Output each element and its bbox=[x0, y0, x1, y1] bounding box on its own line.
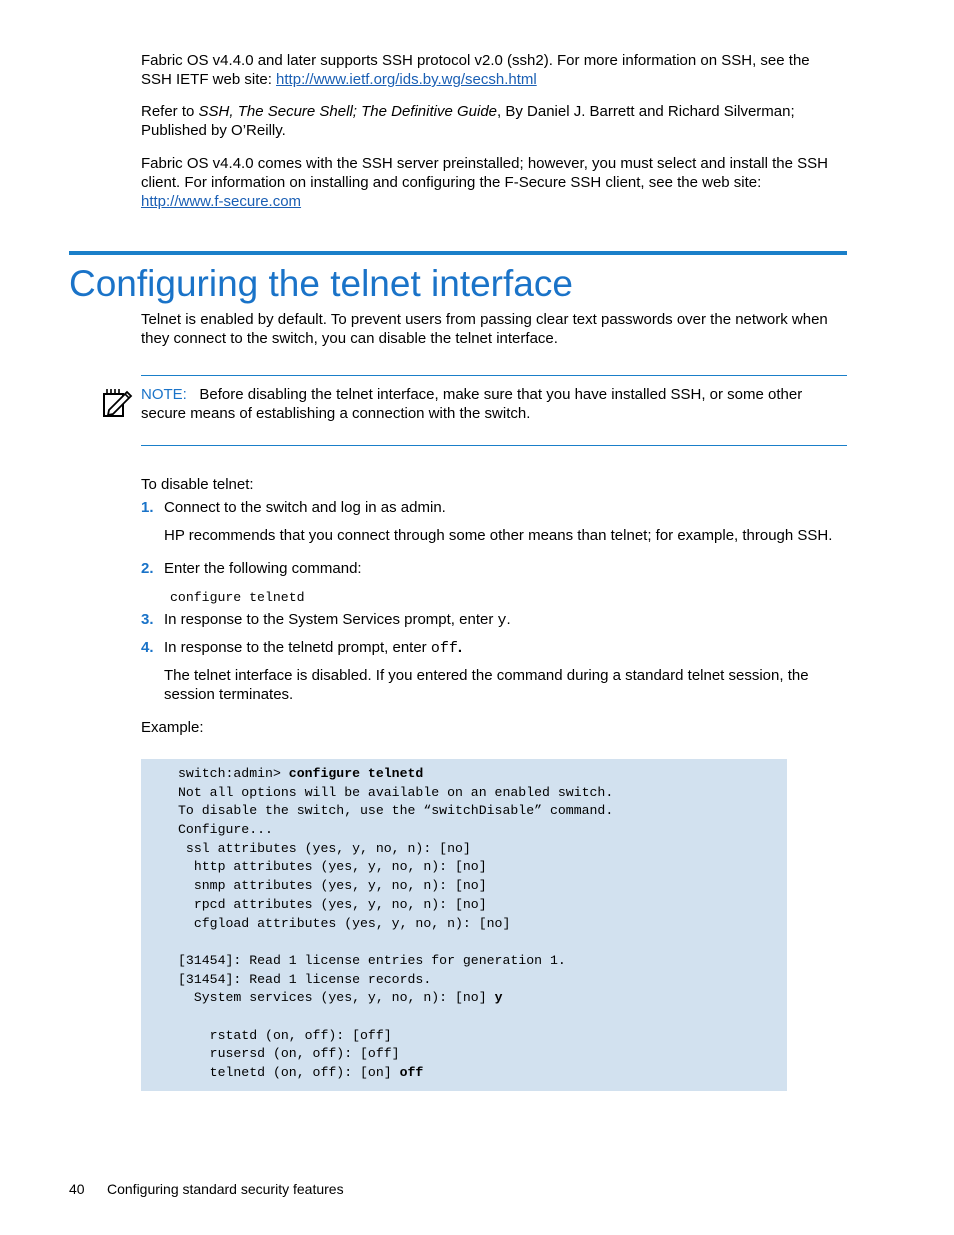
step-2-number: 2. bbox=[141, 560, 154, 577]
ietf-secsh-link[interactable]: http://www.ietf.org/ids.by.wg/secsh.html bbox=[276, 71, 537, 88]
code-line bbox=[178, 858, 613, 877]
reference-suffix: , By Daniel J. Barrett and Richard Silverman; Published by O’Reilly. bbox=[141, 103, 795, 139]
code-line-text: telnetd (on, off): [on] bbox=[178, 1065, 400, 1080]
code-line bbox=[178, 765, 613, 784]
step-4-text-before: In response to the telnetd prompt, enter bbox=[164, 639, 431, 656]
code-line-text: [31454]: Read 1 license entries for generation 1. bbox=[178, 952, 566, 968]
step-3-text bbox=[164, 610, 511, 630]
code-example-box bbox=[141, 759, 787, 1091]
reference-prefix: Refer to bbox=[141, 103, 199, 120]
step-2-command: configure telnetd bbox=[170, 590, 305, 605]
step-4-number: 4. bbox=[141, 639, 154, 656]
code-line-text: switch:admin> bbox=[178, 766, 289, 781]
example-label: Example: bbox=[141, 719, 204, 736]
step-1-text: Connect to the switch and log in as admin. bbox=[164, 499, 446, 516]
code-line bbox=[178, 915, 613, 934]
step-3-code: y bbox=[497, 612, 507, 629]
note-label: NOTE: bbox=[141, 386, 187, 403]
code-line-text: Not all options will be available on an enabled switch. bbox=[178, 784, 614, 800]
code-line bbox=[178, 1008, 613, 1027]
code-line bbox=[178, 877, 613, 896]
code-line bbox=[178, 840, 613, 859]
code-line-text: cfgload attributes (yes, y, no, n): [no] bbox=[178, 915, 511, 931]
note-text: Before disabling the telnet interface, make sure that you have installed SSH, or some other secure means of establishing a connection with the switch. bbox=[141, 386, 803, 422]
code-line bbox=[178, 784, 613, 803]
code-line bbox=[178, 1027, 613, 1046]
code-line bbox=[178, 971, 613, 990]
code-line bbox=[178, 952, 613, 971]
code-line-user-input: configure telnetd bbox=[288, 766, 424, 781]
step-1-detail: HP recommends that you connect through some other means than telnet; for example, through SSH. bbox=[164, 527, 833, 544]
section-rule bbox=[69, 251, 847, 255]
step-1-number: 1. bbox=[141, 499, 154, 516]
code-line bbox=[178, 933, 613, 952]
code-line-text: http attributes (yes, y, no, n): [no] bbox=[178, 859, 487, 875]
code-line bbox=[178, 1064, 613, 1083]
intro-ssh-text: Fabric OS v4.4.0 and later supports SSH protocol v2.0 (ssh2). For more information on SSH, see the SSH IETF web site: bbox=[141, 52, 810, 88]
code-line-text: rpcd attributes (yes, y, no, n): [no] bbox=[178, 896, 487, 912]
code-example-text bbox=[178, 765, 613, 1083]
section-body: Telnet is enabled by default. To prevent users from passing clear text passwords over the network when they connect to the switch, you can disable the telnet interface. bbox=[141, 311, 828, 347]
step-3-text-after: . bbox=[506, 611, 511, 628]
code-line-text: rstatd (on, off): [off] bbox=[178, 1027, 392, 1043]
note-bottom-rule bbox=[141, 445, 847, 446]
note-paragraph bbox=[141, 385, 821, 423]
section-title: Configuring the telnet interface bbox=[69, 263, 573, 304]
note-pencil-icon bbox=[101, 386, 133, 418]
step-3-number: 3. bbox=[141, 611, 154, 628]
note-top-rule bbox=[141, 375, 847, 376]
code-line-text: ssl attributes (yes, y, no, n): [no] bbox=[178, 840, 471, 856]
step-4-detail: The telnet interface is disabled. If you entered the command during a standard telnet session, the session terminates. bbox=[164, 667, 809, 703]
code-line bbox=[178, 896, 613, 915]
intro-paragraph-reference bbox=[141, 102, 831, 140]
code-line bbox=[178, 1045, 613, 1064]
code-line-text: rusersd (on, off): [off] bbox=[178, 1046, 400, 1062]
code-line-text: [31454]: Read 1 license records. bbox=[178, 971, 432, 987]
footer-page-number: 40 bbox=[69, 1181, 85, 1197]
code-line bbox=[178, 989, 613, 1008]
step-4-text-after: . bbox=[457, 639, 463, 656]
step-4-text bbox=[164, 638, 462, 658]
code-line-user-input: y bbox=[494, 990, 503, 1006]
code-line-text: Configure... bbox=[178, 822, 273, 838]
reference-book-title: SSH, The Secure Shell; The Definitive Guide bbox=[198, 103, 498, 120]
intro-paragraph-fsecure bbox=[141, 154, 831, 211]
intro-paragraph-ssh bbox=[141, 51, 831, 89]
step-4-code: off bbox=[430, 640, 458, 657]
step-3-text-before: In response to the System Services prompt, enter bbox=[164, 611, 498, 628]
step-2-text: Enter the following command: bbox=[164, 560, 362, 577]
code-line-text: snmp attributes (yes, y, no, n): [no] bbox=[178, 878, 487, 894]
footer-chapter-title: Configuring standard security features bbox=[107, 1181, 344, 1197]
procedure-intro: To disable telnet: bbox=[141, 476, 254, 493]
code-line-user-input: off bbox=[399, 1065, 424, 1080]
fsecure-link[interactable]: http://www.f-secure.com bbox=[141, 193, 302, 210]
fsecure-text: Fabric OS v4.4.0 comes with the SSH server preinstalled; however, you must select and install the SSH client. For information on installing and configuring the F-Secure SSH client, see the web site: bbox=[141, 155, 828, 191]
code-line-text: System services (yes, y, no, n): [no] bbox=[178, 990, 495, 1006]
code-line bbox=[178, 821, 613, 840]
code-line-text: To disable the switch, use the “switchDisable” command. bbox=[178, 803, 614, 819]
code-line bbox=[178, 802, 613, 821]
